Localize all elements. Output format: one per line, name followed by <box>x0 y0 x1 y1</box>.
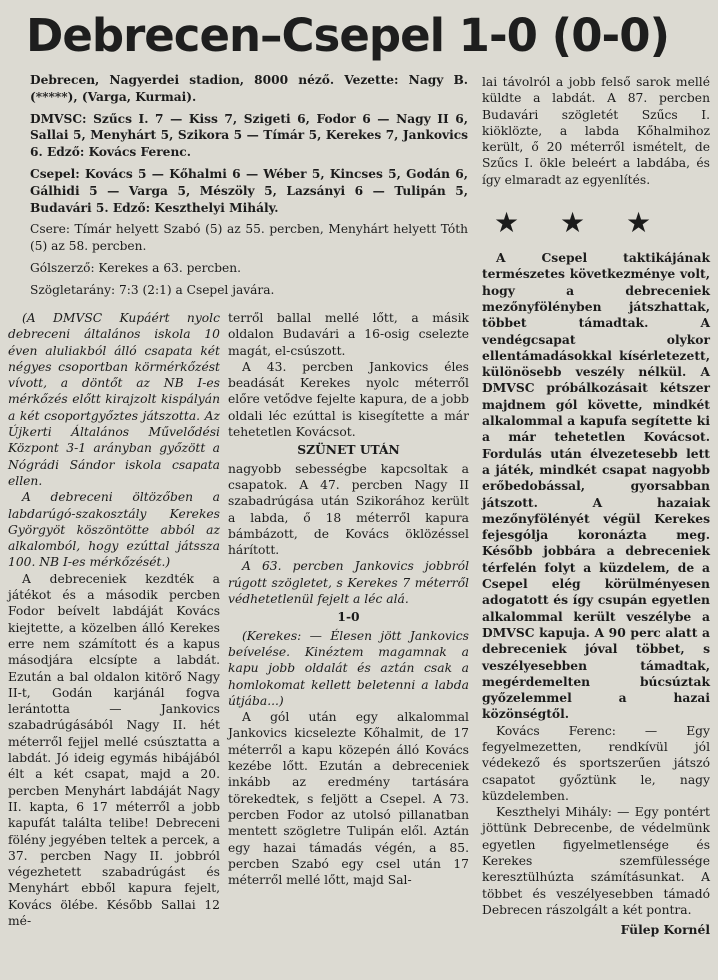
match-report-part-5: A gól után egy alkalommal Jankovics kicselezte Kőhalmit, de 17 méterről a kapu közepén álló Kovács kezébe lőtt. Ezután a debreceniek inkább az eredmény tartására törekedtek, s feljött a Csepel. A 73. percben Fodor az utolsó pillanatban mentett szögletre Tulipán elől. Aztán egy hazai támadás végén, a 85. percben Szabó egy csel után 17 méterről mellé lőtt, majd Sal- <box>228 710 469 888</box>
subhead-second-half: SZÜNET UTÁN <box>297 442 400 458</box>
match-report-part-2: terről ballal mellé lőtt, a másik oldalon Budavári a 16-osig cselezte magát, el-csúszott. <box>228 311 469 358</box>
quote-kovacs-ferenc: Kovács Ferenc: — Egy fegyelmezetten, rendkívül jól védekező és sportszerűen játszó csapatot győztünk le, nagy küzdelemben. <box>482 723 710 803</box>
match-info-block <box>30 72 468 304</box>
match-report-end: lai távolról a jobb felső sarok mellé küldte a labdát. A 87. percben Budavári szögletét Szűcs I. kiöklözte, a labda Kőhalmihoz került, ő 20 méterről ismételt, de Szűcs I. ökle beleért a labdába, és így elmaradt az egyenlítés. <box>482 75 710 187</box>
substitutions: Csere: Tímár helyett Szabó (5) az 55. percben, Menyhárt helyett Tóth (5) az 58. percben. <box>30 222 468 254</box>
author-signature: Fülep Kornél <box>620 922 710 938</box>
column-1 <box>8 310 220 929</box>
column-2 <box>228 310 469 888</box>
quote-keszthelyi-mihaly: Keszthelyi Mihály: — Egy pontért jöttünk Debrecenbe, de védelmünk egyetlen figyelmetlensége és Kerekes szemfülessége keresztülhúzta számításunkat. A többet és veszélyesebben támadó Debrecen rászolgált a két pontra. <box>482 805 710 917</box>
dmvsc-lineup: DMVSC: Szűcs I. 7 — Kiss 7, Szigeti 6, Fodor 6 — Nagy II 6, Sallai 5, Menyhárt 5, Szikora 5 — Tímár 5, Kerekes 7, Jankovics 6. Edző: Kovács Ferenc. <box>30 111 468 160</box>
kerekes-quote: (Kerekes: — Élesen jött Jankovics beívelése. Kinéztem magamnak a kapu jobb oldalát és aztán csak a homlokomat kellett beletenni a labda útjába...) <box>228 628 469 708</box>
goal-description: A 63. percben Jankovics jobbról rúgott szögletet, s Kerekes 7 méterről védhetetlenül fejelt a léc alá. <box>228 559 469 607</box>
match-report-part-3: A 43. percben Jankovics éles beadását Kerekes nyolc méterről előre vetődve fejelte kapura, de a jobb oldali léc ezúttal is kisegítette a már tehetetlen Kovácsot. <box>228 359 469 440</box>
intro-italic: (A DMVSC Kupáért nyolc debreceni általános iskola 10 éven aluliakból álló csapata két négyes csoportban körmérkőzést vívott, a döntőt az NB I-es mérkőzés előtt kirajzolt kispályán a két csoportgyőztes játszotta. Az Újkerti Általános Művelődési Központ 3-1 arányban győzött a Nógrádi Sándor iskola csapata ellen. <box>8 311 220 488</box>
match-report-part-1: A debreceniek kezdték a játékot és a második percben Fodor beívelt labdáját Kovács kiejtette, a közelben álló Kerekes erre nem számított és a kapus másodjára elcsípte a labdát. Ezután a bal oldalon kitörő Nagy II-t, Godán karjánál fogva lerántotta — Jankovics szabadrúgásából Nagy II. hét méterről fejjel mellé csúsztatta a labdát. Jó ideig egymás hibájából élt a két csapat, majd a 20. percben Menyhárt labdáját Nagy II. kapta, 6 17 méterről a jobb kapufát találta telibe! Debreceni fölény jegyében teltek a percek, a 37. percben Nagy II. jobbról végezhetett szabadrúgást és Menyhárt ebből kapura fejelt, Kovács ölébe. Később Sallai 12 mé- <box>8 571 220 928</box>
csepel-lineup: Csepel: Kovács 5 — Kőhalmi 6 — Wéber 5, Kincses 5, Godán 6, Gálhidi 5 — Varga 5, Mészöly 5, Lazsányi 6 — Tulipán 5, Budavári 5. Edző: Keszthelyi Mihály. <box>30 166 468 215</box>
headline: Debrecen–Csepel 1-0 (0-0) <box>26 9 670 62</box>
subhead-score: 1-0 <box>337 609 360 625</box>
match-analysis: A Csepel taktikájának természetes következménye volt, hogy a debreceniek mezőnyfölényben játszhattak, többet támadtak. A vendégcsapat olykor ellentámadásokkal kísérletezett, különösebb veszély nélkül. A DMVSC próbálkozásait kétszer majdnem gól követte, mindkét alkalommal a kapufa segítette ki a már tehetetlen Kovácsot. Fordulás után élvezetesebb lett a játék, mindkét csapat nagyobb erőbedobással, gyorsabban játszott. A hazaiak mezőnyfölényét végül Kerekes fejesgólja koronázta meg. Később jobbára a debreceniek térfelén folyt a küzdelem, de a Csepel elég körülményesen adogatott és így csupán egyetlen alkalommal került veszélybe a DMVSC kapuja. A 90 perc alatt a debreceniek jóval többet, s veszélyesebben támadtak, megérdemelten búcsúztak győzelemmel a hazai közönségtől. <box>482 250 710 722</box>
scorer: Gólszerző: Kerekes a 63. percben. <box>30 260 241 275</box>
corner-ratio: Szögletarány: 7:3 (2:1) a Csepel javára. <box>30 282 275 297</box>
venue-line: Debrecen, Nagyerdei stadion, 8000 néző. Vezette: Nagy B. (*****), (Varga, Kurmai). <box>30 73 468 104</box>
match-report-part-4: nagyobb sebességbe kapcsoltak a csapatok. A 47. percben Nagy II szabadrúgása után Szikorához került a labda, ő 18 méterről kapura bámbázott, de Kovács öklözéssel hárított. <box>228 461 469 558</box>
intro-italic-2: A debreceni öltözőben a labdarúgó-szakosztály Kerekes Györgyöt köszöntötte abból az alkalomból, hogy ezúttal játssza 100. NB I-es mérkőzését.) <box>8 490 220 570</box>
star-divider-icon: ★ ★ ★ <box>494 206 668 240</box>
column-3 <box>482 74 710 939</box>
